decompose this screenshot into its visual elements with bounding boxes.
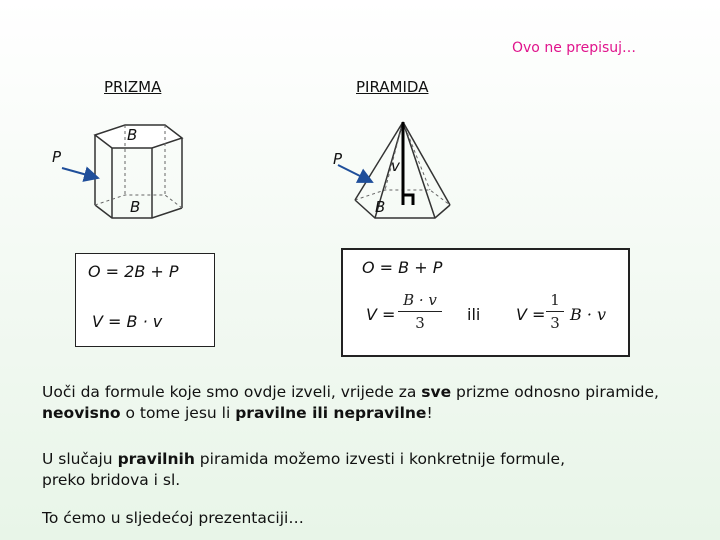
pyramid-volume-fraction xyxy=(398,291,442,332)
prism-p-label: P xyxy=(52,148,62,166)
text-span: Uoči da formule koje smo ovdje izveli, vrijede za xyxy=(42,383,422,401)
pyramid-p-label: P xyxy=(333,150,343,168)
prism-top-face xyxy=(95,125,182,148)
pyramid-p-arrow xyxy=(338,165,372,182)
text-span: U slučaju xyxy=(42,450,118,468)
prism-volume-formula: V = B · v xyxy=(92,312,163,331)
pyramid-volume2-lhs: V = xyxy=(516,305,546,324)
paragraph-regular xyxy=(42,449,565,491)
pyramid-surface-formula: O = B + P xyxy=(362,258,443,277)
text-span: prizme odnosno piramide, xyxy=(451,383,659,401)
paragraph-line: preko bridova i sl. xyxy=(42,471,181,489)
pyramid-v-label: v xyxy=(391,157,400,175)
prism-surface-formula: O = 2B + P xyxy=(88,262,179,281)
paragraph-line xyxy=(42,449,565,470)
prism-figure xyxy=(40,110,200,230)
emphasis: sve xyxy=(421,383,452,401)
do-not-copy-note: Ovo ne prepisuj… xyxy=(512,40,637,56)
emphasis: pravilnih xyxy=(117,450,195,468)
emphasis: neovisno xyxy=(42,404,121,422)
prism-heading: PRIZMA xyxy=(104,78,162,96)
pyramid-b-label: B xyxy=(375,198,386,216)
emphasis: pravilne ili nepravilne xyxy=(235,404,427,422)
pyramid-heading: PIRAMIDA xyxy=(356,78,429,96)
prism-top-b-label: B xyxy=(127,126,138,144)
or-label: ili xyxy=(467,305,481,324)
paragraph-next: To ćemo u sljedećoj prezentaciji… xyxy=(42,509,304,527)
paragraph-line xyxy=(42,382,659,403)
prism-p-arrow xyxy=(62,168,98,178)
prism-bottom-b-label: B xyxy=(130,198,141,216)
one-third-fraction xyxy=(546,291,564,332)
paragraph-general xyxy=(42,382,659,424)
fraction-denominator: 3 xyxy=(415,314,425,332)
paragraph-line xyxy=(42,403,659,424)
text-span: ! xyxy=(426,404,433,422)
fraction-numerator: B · v xyxy=(403,291,437,309)
pyramid-volume-lhs: V = xyxy=(366,305,396,324)
text-span: piramida možemo izvesti i konkretnije formule, xyxy=(194,450,566,468)
pyramid-volume2-rhs: B · v xyxy=(570,305,607,324)
text-span: o tome jesu li xyxy=(120,404,236,422)
fraction-denominator: 3 xyxy=(550,314,560,332)
fraction-numerator: 1 xyxy=(550,291,560,309)
